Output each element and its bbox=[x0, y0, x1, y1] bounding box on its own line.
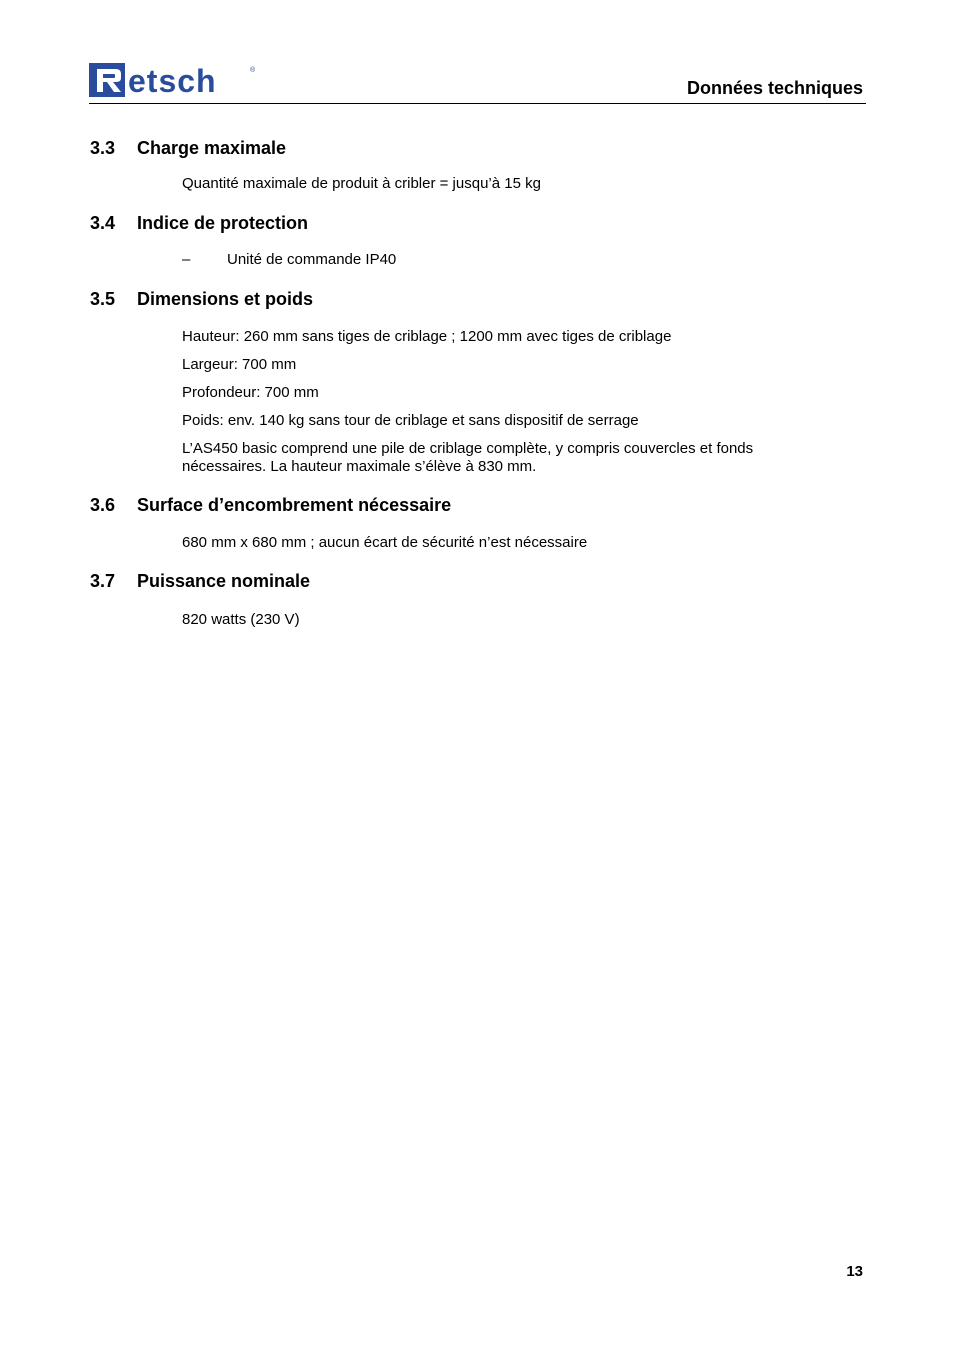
section-body bbox=[182, 175, 762, 203]
bullet-dash: – bbox=[182, 251, 191, 268]
paragraph: L’AS450 basic comprend une pile de criblage complète, y compris couvercles et fonds nécessaires. La hauteur maximale s’élève à 830 mm. bbox=[182, 440, 754, 475]
section-heading bbox=[90, 136, 866, 160]
section-title: Charge maximale bbox=[137, 138, 287, 158]
section-title: Dimensions et poids bbox=[137, 289, 314, 309]
section-number: 3.3 bbox=[90, 138, 116, 158]
section-body bbox=[182, 251, 762, 269]
header-title: Données techniques bbox=[686, 78, 863, 98]
section-surface-encombrement bbox=[90, 493, 866, 517]
section-body bbox=[182, 611, 762, 639]
section-charge-maximale bbox=[90, 136, 866, 160]
section-heading bbox=[90, 211, 866, 235]
section-number: 3.4 bbox=[90, 213, 116, 233]
section-body bbox=[182, 328, 762, 486]
section-heading bbox=[90, 569, 866, 593]
page-header bbox=[89, 60, 866, 104]
list-item bbox=[182, 251, 762, 269]
section-title: Puissance nominale bbox=[137, 571, 311, 591]
section-body bbox=[182, 534, 762, 562]
section-title: Surface d’encombrement nécessaire bbox=[137, 495, 452, 515]
svg-text:®: ® bbox=[250, 67, 256, 74]
section-heading bbox=[90, 493, 866, 517]
section-dimensions-et-poids bbox=[90, 287, 866, 311]
paragraph: 820 watts (230 V) bbox=[182, 611, 300, 628]
paragraph: 680 mm x 680 mm ; aucun écart de sécurité n’est nécessaire bbox=[182, 534, 588, 551]
section-number: 3.5 bbox=[90, 289, 116, 309]
section-number: 3.7 bbox=[90, 571, 116, 591]
paragraph: Hauteur: 260 mm sans tiges de criblage ; 1200 mm avec tiges de criblage bbox=[182, 328, 672, 345]
section-indice-de-protection bbox=[90, 211, 866, 235]
section-puissance-nominale bbox=[90, 569, 866, 593]
retsch-logo bbox=[89, 62, 259, 98]
section-number: 3.6 bbox=[90, 495, 116, 515]
section-heading bbox=[90, 287, 866, 311]
svg-text:etsch: etsch bbox=[128, 63, 217, 98]
paragraph: Profondeur: 700 mm bbox=[182, 384, 319, 401]
page-number: 13 bbox=[846, 1263, 863, 1280]
paragraph: Quantité maximale de produit à cribler = jusqu’à 15 kg bbox=[182, 175, 541, 192]
section-title: Indice de protection bbox=[137, 213, 309, 233]
list-item-text: Unité de commande IP40 bbox=[227, 251, 397, 268]
paragraph: Poids: env. 140 kg sans tour de criblage et sans dispositif de serrage bbox=[182, 412, 639, 429]
paragraph: Largeur: 700 mm bbox=[182, 356, 297, 373]
